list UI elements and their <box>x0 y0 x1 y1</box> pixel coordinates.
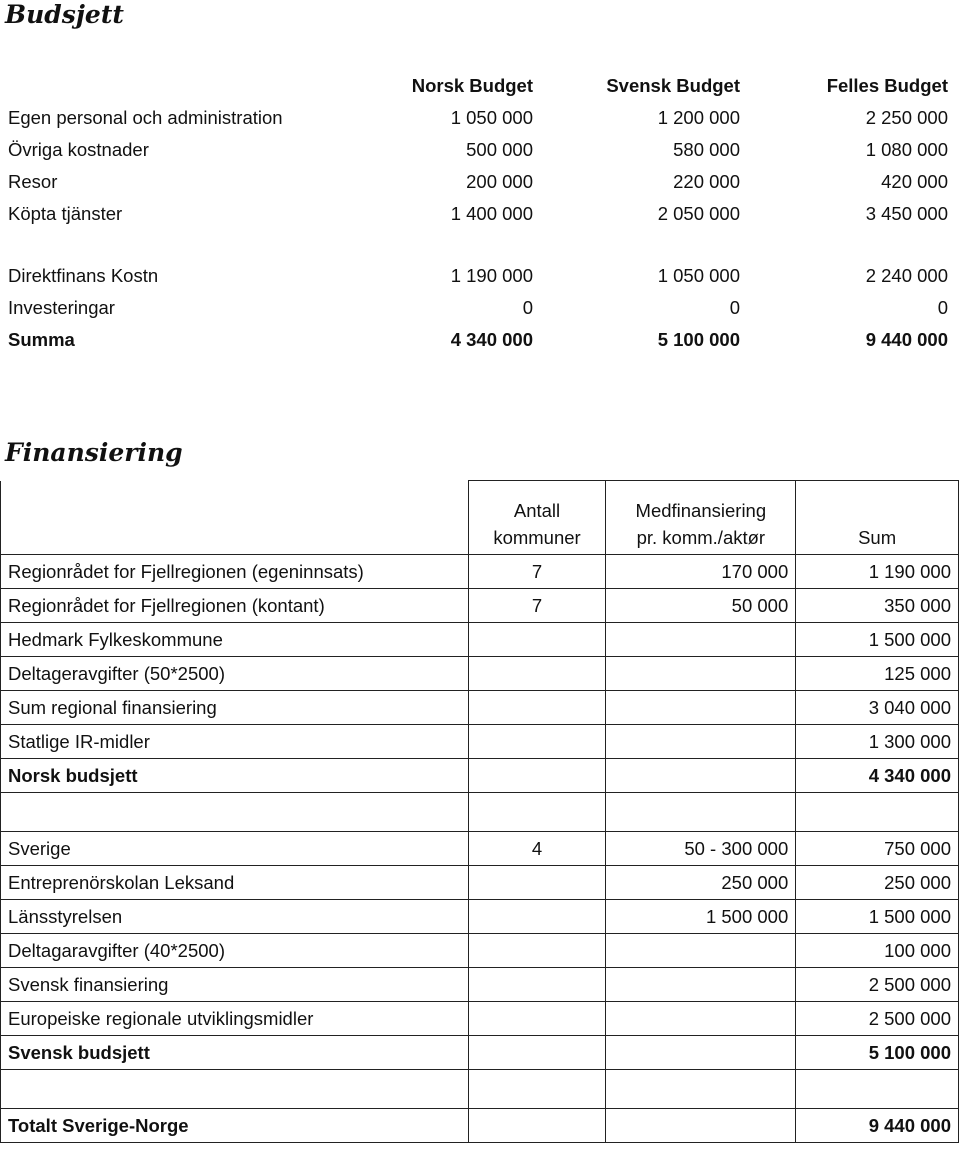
financing-medfin-value: 250 000 <box>606 866 796 900</box>
financing-sum-value: 750 000 <box>796 832 959 866</box>
financing-medfin-value <box>606 1109 796 1143</box>
budget-row <box>8 102 948 134</box>
financing-blank-row <box>1 793 959 832</box>
financing-row <box>1 1109 959 1143</box>
budget-table <box>8 70 948 356</box>
financing-medfin-value <box>606 657 796 691</box>
financing-antall-value <box>468 1036 606 1070</box>
financing-title: Finansiering <box>5 438 183 467</box>
financing-row-label <box>1 793 469 832</box>
budget-felles-value: 420 000 <box>881 171 948 192</box>
financing-row <box>1 691 959 725</box>
financing-row-label <box>1 1070 469 1109</box>
financing-row-label: Statlige IR-midler <box>1 725 469 759</box>
financing-row <box>1 1002 959 1036</box>
financing-sum-value: 125 000 <box>796 657 959 691</box>
financing-row <box>1 832 959 866</box>
budget-norsk-value: 0 <box>522 297 533 318</box>
financing-row <box>1 589 959 623</box>
financing-row-label: Länsstyrelsen <box>1 900 469 934</box>
financing-sum-value: 4 340 000 <box>796 759 959 793</box>
financing-sum-value: 250 000 <box>796 866 959 900</box>
financing-sum-value: 1 500 000 <box>796 900 959 934</box>
budget-norsk-value: 500 000 <box>466 139 533 160</box>
financing-medfin-value <box>606 1036 796 1070</box>
financing-row <box>1 555 959 589</box>
financing-medfin-value <box>606 759 796 793</box>
budget-header-blank <box>8 70 388 102</box>
financing-medfin-value: 170 000 <box>606 555 796 589</box>
financing-medfin-value <box>606 623 796 657</box>
financing-row-label: Norsk budsjett <box>1 759 469 793</box>
financing-medfin-value <box>606 1002 796 1036</box>
financing-row-label: Sverige <box>1 832 469 866</box>
financing-medfin-value <box>606 1070 796 1109</box>
budget-header-row <box>8 70 948 102</box>
financing-antall-value <box>468 793 606 832</box>
financing-row-label: Europeiske regionale utviklingsmidler <box>1 1002 469 1036</box>
financing-blank-row <box>1 1070 959 1109</box>
financing-row-label: Deltageravgifter (50*2500) <box>1 657 469 691</box>
financing-header-medfin <box>606 481 796 555</box>
budget-row-label: Övriga kostnader <box>8 139 149 160</box>
financing-antall-value <box>468 900 606 934</box>
budget-row-label: Egen personal och administration <box>8 107 283 128</box>
budget-norsk-value: 1 190 000 <box>450 265 533 286</box>
financing-sum-value: 350 000 <box>796 589 959 623</box>
budget-norsk-value: 1 400 000 <box>450 203 533 224</box>
budget-row <box>8 260 948 292</box>
financing-row <box>1 900 959 934</box>
financing-row <box>1 934 959 968</box>
budget-svensk-value: 220 000 <box>673 171 740 192</box>
financing-sum-value <box>796 1070 959 1109</box>
financing-row-label: Totalt Sverige-Norge <box>1 1109 469 1143</box>
budget-felles-value: 3 450 000 <box>865 203 948 224</box>
budget-felles-value: 9 440 000 <box>865 329 948 350</box>
financing-header-blank <box>1 481 469 555</box>
financing-body <box>1 555 959 1143</box>
financing-antall-value <box>468 1109 606 1143</box>
financing-sum-value: 9 440 000 <box>796 1109 959 1143</box>
financing-row <box>1 725 959 759</box>
financing-row <box>1 866 959 900</box>
financing-antall-value <box>468 759 606 793</box>
financing-antall-value <box>468 657 606 691</box>
financing-row <box>1 623 959 657</box>
budget-svensk-value: 2 050 000 <box>657 203 740 224</box>
financing-medfin-value <box>606 934 796 968</box>
budget-row-label: Resor <box>8 171 58 192</box>
financing-medfin-value <box>606 725 796 759</box>
budget-row-label: Investeringar <box>8 297 115 318</box>
medfin-line1: Medfinansiering <box>635 500 767 521</box>
budget-svensk-value: 5 100 000 <box>657 329 740 350</box>
financing-row <box>1 657 959 691</box>
financing-header-antall <box>468 481 606 555</box>
budget-norsk-value: 1 050 000 <box>450 107 533 128</box>
financing-antall-value: 7 <box>468 555 606 589</box>
financing-row-label: Svensk budsjett <box>1 1036 469 1070</box>
budget-row <box>8 198 948 230</box>
budget-total-row <box>8 324 948 356</box>
budget-title: Budsjett <box>5 0 124 29</box>
financing-antall-value <box>468 725 606 759</box>
budget-svensk-value: 1 200 000 <box>657 107 740 128</box>
financing-antall-value <box>468 623 606 657</box>
financing-medfin-value <box>606 968 796 1002</box>
financing-antall-value: 7 <box>468 589 606 623</box>
financing-sum-value: 100 000 <box>796 934 959 968</box>
financing-row <box>1 968 959 1002</box>
budget-svensk-value: 0 <box>729 297 740 318</box>
financing-row <box>1 759 959 793</box>
financing-row-label: Hedmark Fylkeskommune <box>1 623 469 657</box>
financing-sum-value: 3 040 000 <box>796 691 959 725</box>
budget-header-svensk: Svensk Budget <box>606 75 740 96</box>
budget-header-norsk: Norsk Budget <box>411 75 533 96</box>
financing-sum-value: 2 500 000 <box>796 968 959 1002</box>
financing-medfin-value: 1 500 000 <box>606 900 796 934</box>
financing-medfin-value <box>606 793 796 832</box>
medfin-line2: pr. komm./aktør <box>636 527 766 548</box>
budget-row-label: Köpta tjänster <box>8 203 123 224</box>
budget-felles-value: 1 080 000 <box>865 139 948 160</box>
financing-sum-value: 1 300 000 <box>796 725 959 759</box>
budget-header-felles: Felles Budget <box>826 75 948 96</box>
budget-svensk-value: 1 050 000 <box>657 265 740 286</box>
budget-norsk-value: 4 340 000 <box>450 329 533 350</box>
financing-row <box>1 1036 959 1070</box>
budget-svensk-value: 580 000 <box>673 139 740 160</box>
financing-row-label: Deltagaravgifter (40*2500) <box>1 934 469 968</box>
financing-sum-value: 1 500 000 <box>796 623 959 657</box>
financing-sum-value: 2 500 000 <box>796 1002 959 1036</box>
financing-antall-value: 4 <box>468 832 606 866</box>
budget-spacer-row <box>8 230 948 260</box>
financing-antall-value <box>468 934 606 968</box>
financing-row-label: Svensk finansiering <box>1 968 469 1002</box>
budget-row <box>8 134 948 166</box>
budget-row-label: Summa <box>8 329 75 350</box>
budget-felles-value: 2 240 000 <box>865 265 948 286</box>
financing-row-label: Regionrådet for Fjellregionen (egeninnsats) <box>1 555 469 589</box>
antall-line1: Antall <box>513 500 561 521</box>
financing-medfin-value: 50 - 300 000 <box>606 832 796 866</box>
financing-medfin-value <box>606 691 796 725</box>
financing-header-row <box>1 481 959 555</box>
financing-sum-value: 1 190 000 <box>796 555 959 589</box>
spacer <box>8 230 948 260</box>
financing-row-label: Regionrådet for Fjellregionen (kontant) <box>1 589 469 623</box>
budget-row <box>8 292 948 324</box>
financing-row-label: Entreprenörskolan Leksand <box>1 866 469 900</box>
budget-felles-value: 2 250 000 <box>865 107 948 128</box>
financing-antall-value <box>468 1070 606 1109</box>
financing-sum-value: 5 100 000 <box>796 1036 959 1070</box>
financing-sum-value <box>796 793 959 832</box>
financing-header-sum: Sum <box>796 481 959 555</box>
financing-antall-value <box>468 968 606 1002</box>
financing-antall-value <box>468 866 606 900</box>
budget-norsk-value: 200 000 <box>466 171 533 192</box>
financing-antall-value <box>468 1002 606 1036</box>
financing-table <box>0 480 959 1143</box>
antall-line2: kommuner <box>493 527 581 548</box>
budget-felles-value: 0 <box>937 297 948 318</box>
budget-row-label: Direktfinans Kostn <box>8 265 159 286</box>
financing-antall-value <box>468 691 606 725</box>
financing-medfin-value: 50 000 <box>606 589 796 623</box>
budget-row <box>8 166 948 198</box>
financing-row-label: Sum regional finansiering <box>1 691 469 725</box>
